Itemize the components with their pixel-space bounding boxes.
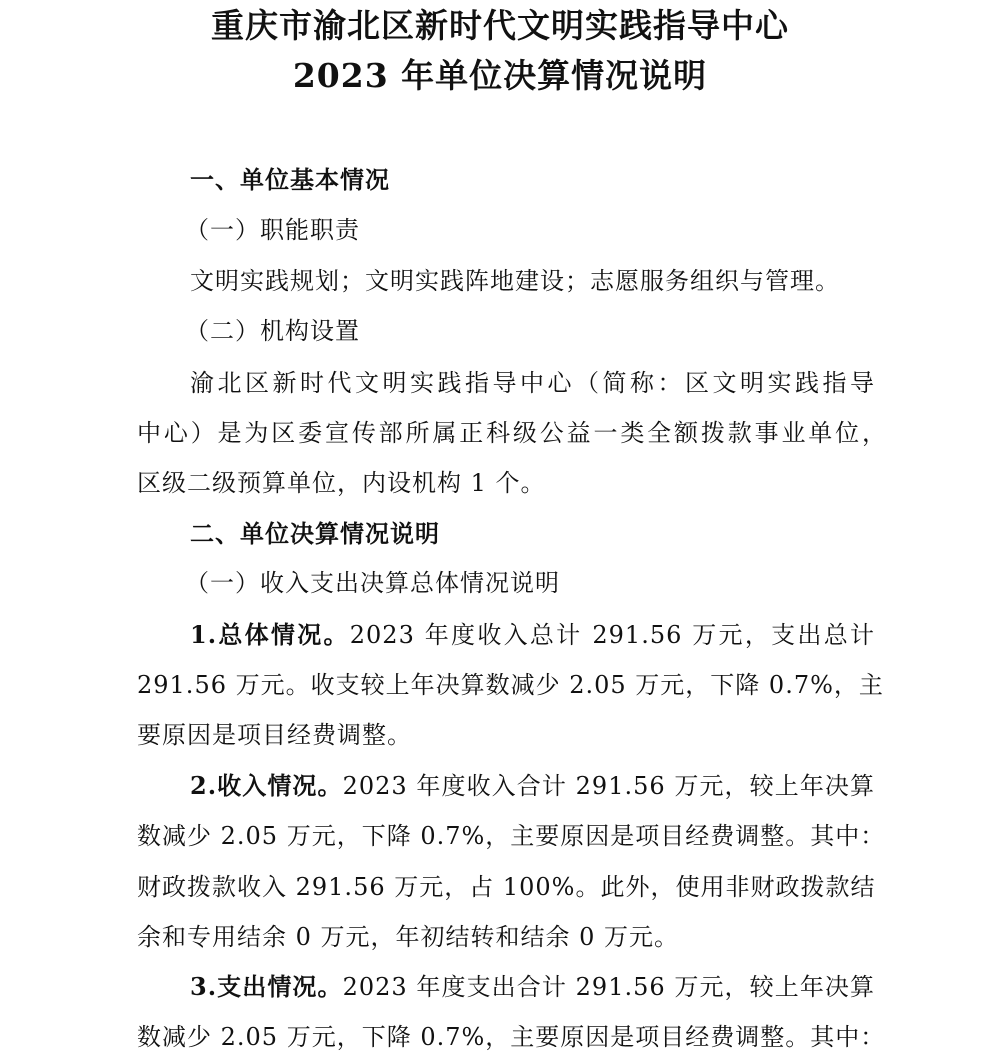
para2-line3: 财政拨款收入 291.56 万元，占 100%。此外，使用非财政拨款结 — [137, 873, 876, 901]
para1-line2: 291.56 万元。收支较上年决算数减少 2.05 万元，下降 0.7%，主 — [137, 671, 884, 699]
para1-line1 — [190, 620, 875, 650]
section1-sub2-line3: 区级二级预算单位，内设机构 1 个。 — [137, 469, 546, 497]
para2-lead: 2.收入情况。 — [190, 771, 343, 800]
para3-line1 — [190, 972, 875, 1002]
para3-line1-rest: 2023 年度支出合计 291.56 万元，较上年决算 — [342, 973, 875, 1001]
para1-lead: 1.总体情况。 — [190, 620, 350, 649]
section1-sub2-line2: 中心）是为区委宣传部所属正科级公益一类全额拨款事业单位， — [137, 419, 887, 447]
section1-heading: 一、单位基本情况 — [190, 166, 390, 194]
para1-line1-rest: 2023 年度收入总计 291.56 万元，支出总计 — [349, 621, 875, 649]
para2-line1-rest: 2023 年度收入合计 291.56 万元，较上年决算 — [342, 772, 875, 800]
document-title-line2: 2023 年单位决算情况说明 — [292, 56, 708, 95]
para2-line2: 数减少 2.05 万元，下降 0.7%，主要原因是项目经费调整。其中： — [137, 822, 886, 850]
document-title-line1: 重庆市渝北区新时代文明实践指导中心 — [211, 6, 789, 45]
para2-line4: 余和专用结余 0 万元，年初结转和结余 0 万元。 — [137, 923, 680, 951]
section1-sub2-line1: 渝北区新时代文明实践指导中心（简称：区文明实践指导 — [190, 369, 875, 397]
section2-heading: 二、单位决算情况说明 — [190, 520, 440, 548]
section1-sub2-heading: （二）机构设置 — [185, 317, 360, 345]
para1-line3: 要原因是项目经费调整。 — [137, 721, 412, 749]
section2-sub1-heading: （一）收入支出决算总体情况说明 — [185, 569, 560, 597]
section1-sub1-text: 文明实践规划；文明实践阵地建设；志愿服务组织与管理。 — [190, 267, 840, 295]
para2-line1 — [190, 771, 875, 801]
para3-line2: 数减少 2.05 万元，下降 0.7%，主要原因是项目经费调整。其中： — [137, 1023, 886, 1051]
para3-lead: 3.支出情况。 — [190, 972, 343, 1001]
section1-sub1-heading: （一）职能职责 — [185, 216, 360, 244]
